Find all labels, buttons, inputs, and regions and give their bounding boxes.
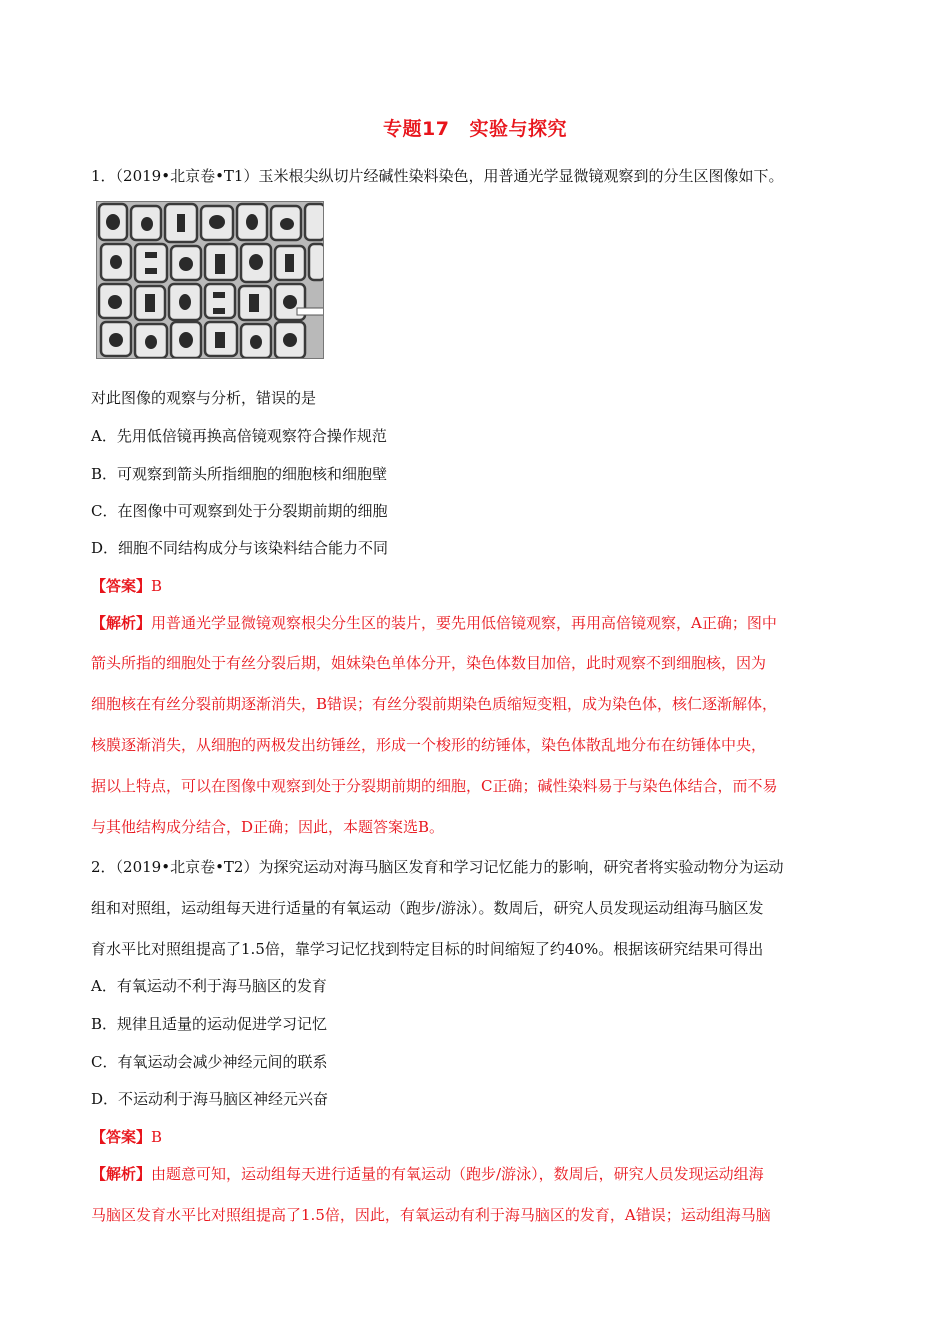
q1-analysis-line-6: 与其他结构成分结合，D正确；因此，本题答案选B。 — [91, 818, 445, 836]
q2-stem-line-2: 组和对照组，运动组每天进行适量的有氧运动（跑步/游泳）。数周后，研究人员发现运动组海马脑区发 — [91, 899, 764, 917]
q2-analysis-line-1: 【解析】由题意可知，运动组每天进行适量的有氧运动（跑步/游泳），数周后，研究人员发现运动组海 — [91, 1165, 764, 1183]
q1-analysis-line-5: 据以上特点，可以在图像中观察到处于分裂期前期的细胞，C正确；碱性染料易于与染色体结合，而不易 — [91, 777, 778, 795]
micrograph-image — [96, 201, 324, 359]
q1-analysis-line-3: 细胞核在有丝分裂前期逐渐消失，B错误；有丝分裂前期染色质缩短变粗，成为染色体，核仁逐渐解体， — [91, 695, 778, 713]
q1-option-b: B．可观察到箭头所指细胞的细胞核和细胞壁 — [91, 465, 388, 483]
q2-option-d: D．不运动利于海马脑区神经元兴奋 — [91, 1090, 329, 1108]
q2-analysis-line-2: 马脑区发育水平比对照组提高了1.5倍，因此，有氧运动有利于海马脑区的发育，A错误；运动组海马脑 — [91, 1206, 771, 1224]
q2-option-c: C．有氧运动会减少神经元间的联系 — [91, 1053, 328, 1071]
answer-tag: 【答案】 — [91, 1128, 152, 1146]
answer-value: B — [151, 577, 163, 595]
q2-option-a: A．有氧运动不利于海马脑区的发育 — [91, 977, 327, 995]
answer-tag: 【答案】 — [91, 577, 152, 595]
title-prefix: 专题17 — [383, 118, 450, 140]
answer-value: B — [151, 1128, 163, 1146]
q1-analysis-line-4: 核膜逐渐消失，从细胞的两极发出纺锤丝，形成一个梭形的纺锤体，染色体散乱地分布在纺锤体中央， — [91, 736, 767, 754]
analysis-tag: 【解析】 — [91, 614, 152, 632]
q2-answer — [91, 1127, 162, 1147]
q1-answer — [91, 576, 162, 596]
micrograph-drawing — [97, 202, 323, 358]
q1-stem: 1．（2019•北京卷•T1）玉米根尖纵切片经碱性染料染色，用普通光学显微镜观察到的分生区图像如下。 — [91, 167, 784, 185]
title-main: 实验与探究 — [469, 118, 567, 140]
q2-stem-line-3: 育水平比对照组提高了1.5倍，靠学习记忆找到特定目标的时间缩短了约40%。根据该研究结果可得出 — [91, 940, 764, 958]
q1-option-d: D．细胞不同结构成分与该染料结合能力不同 — [91, 539, 389, 557]
q1-analysis-line-2: 箭头所指的细胞处于有丝分裂后期，姐妹染色单体分开，染色体数目加倍，此时观察不到细胞核，因为 — [91, 654, 767, 672]
q1-prompt: 对此图像的观察与分析，错误的是 — [91, 389, 317, 407]
page-title — [0, 114, 950, 141]
q2-stem-line-1: 2．（2019•北京卷•T2）为探究运动对海马脑区发育和学习记忆能力的影响，研究者将实验动物分为运动 — [91, 858, 784, 876]
arrow-pointer — [297, 308, 323, 315]
q1-option-c: C．在图像中可观察到处于分裂期前期的细胞 — [91, 502, 388, 520]
analysis-tag: 【解析】 — [91, 1165, 152, 1183]
q1-option-a: A．先用低倍镜再换高倍镜观察符合操作规范 — [91, 427, 387, 445]
q1-analysis-line-1: 【解析】用普通光学显微镜观察根尖分生区的装片，要先用低倍镜观察，再用高倍镜观察，A正确；图中 — [91, 614, 777, 632]
q2-option-b: B．规律且适量的运动促进学习记忆 — [91, 1015, 328, 1033]
